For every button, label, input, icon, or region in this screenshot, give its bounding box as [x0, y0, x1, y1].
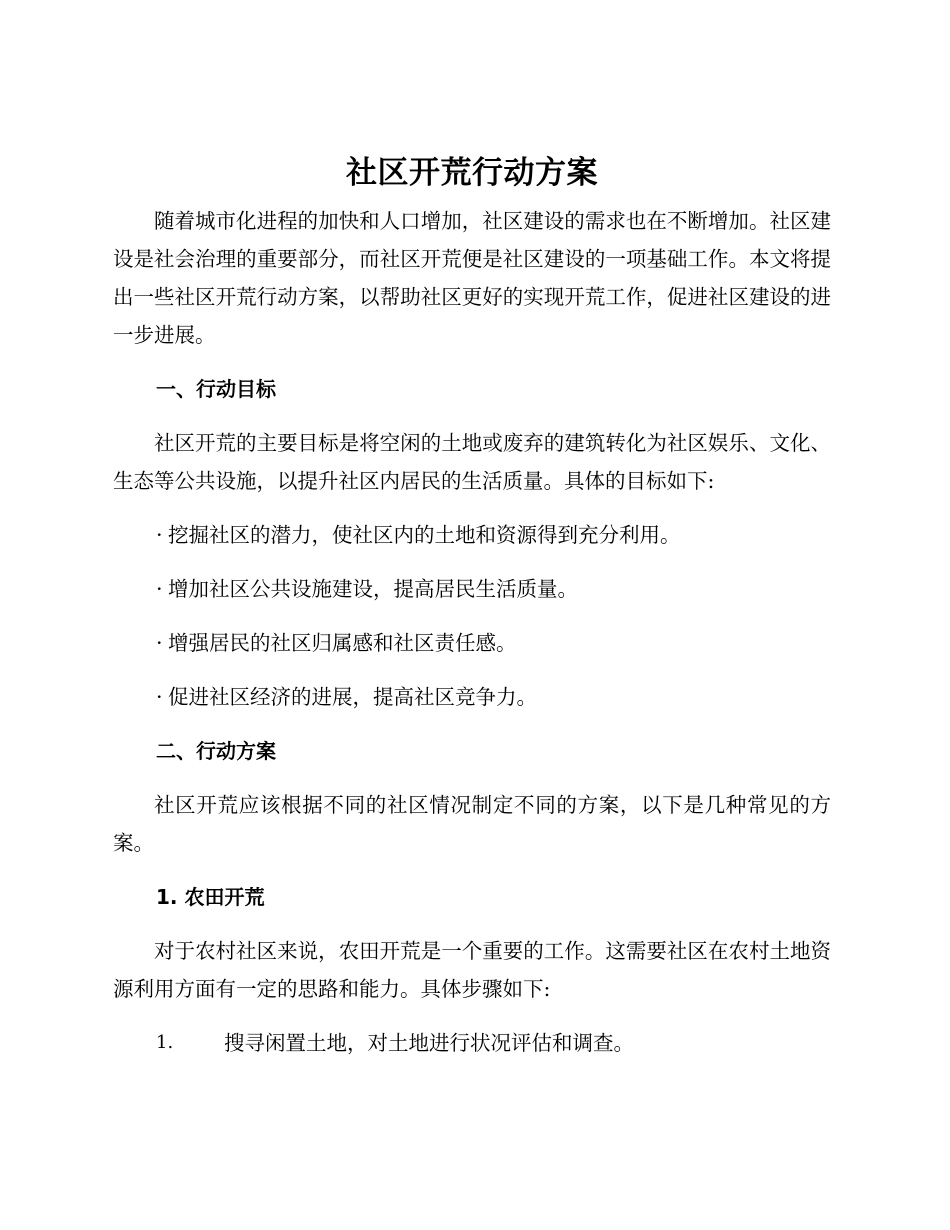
bullet-text: 促进社区经济的进展，提高社区竞争力。 — [168, 685, 537, 709]
section-heading-goals: 一、行动目标 — [156, 377, 276, 401]
intro-paragraph: 随着城市化进程的加快和人口增加，社区建设的需求也在不断增加。社区建设是社会治理的重要部分，而社区开荒便是社区建设的一项基础工作。本文将提出一些社区开荒行动方案，以帮助社区更好的实现开荒工作，促进社区建设的进一步进展。 — [113, 209, 831, 347]
bullet-text: 增加社区公共设施建设，提高居民生活质量。 — [168, 577, 578, 601]
bullet-dot: · — [156, 577, 163, 601]
numbered-step-item — [113, 1024, 831, 1062]
bullet-dot: · — [156, 523, 163, 547]
bullet-dot: · — [156, 631, 163, 655]
goal-bullet-item — [113, 624, 831, 662]
goal-bullet-item — [113, 570, 831, 608]
farmland-paragraph: 对于农村社区来说，农田开荒是一个重要的工作。这需要社区在农村土地资源利用方面有一定的思路和能力。具体步骤如下: — [113, 939, 831, 1001]
subsection-heading-farmland: 1. 农田开荒 — [156, 885, 265, 909]
step-text: 搜寻闲置土地，对土地进行状况评估和调查。 — [224, 1031, 634, 1055]
bullet-text: 增强居民的社区归属感和社区责任感。 — [168, 631, 517, 655]
goal-bullet-item — [113, 678, 831, 716]
section-heading-plans: 二、行动方案 — [156, 739, 276, 763]
plans-paragraph: 社区开荒应该根据不同的社区情况制定不同的方案，以下是几种常见的方案。 — [113, 793, 831, 855]
bullet-text: 挖掘社区的潜力，使社区内的土地和资源得到充分利用。 — [168, 523, 681, 547]
goals-paragraph: 社区开荒的主要目标是将空闲的土地或废弃的建筑转化为社区娱乐、文化、生态等公共设施，以提升社区内居民的生活质量。具体的目标如下: — [113, 431, 831, 493]
document-title: 社区开荒行动方案 — [346, 155, 598, 191]
document-page — [113, 148, 831, 1078]
goal-bullet-item — [113, 516, 831, 554]
bullet-dot: · — [156, 685, 163, 709]
step-number: 1. — [156, 1032, 174, 1053]
